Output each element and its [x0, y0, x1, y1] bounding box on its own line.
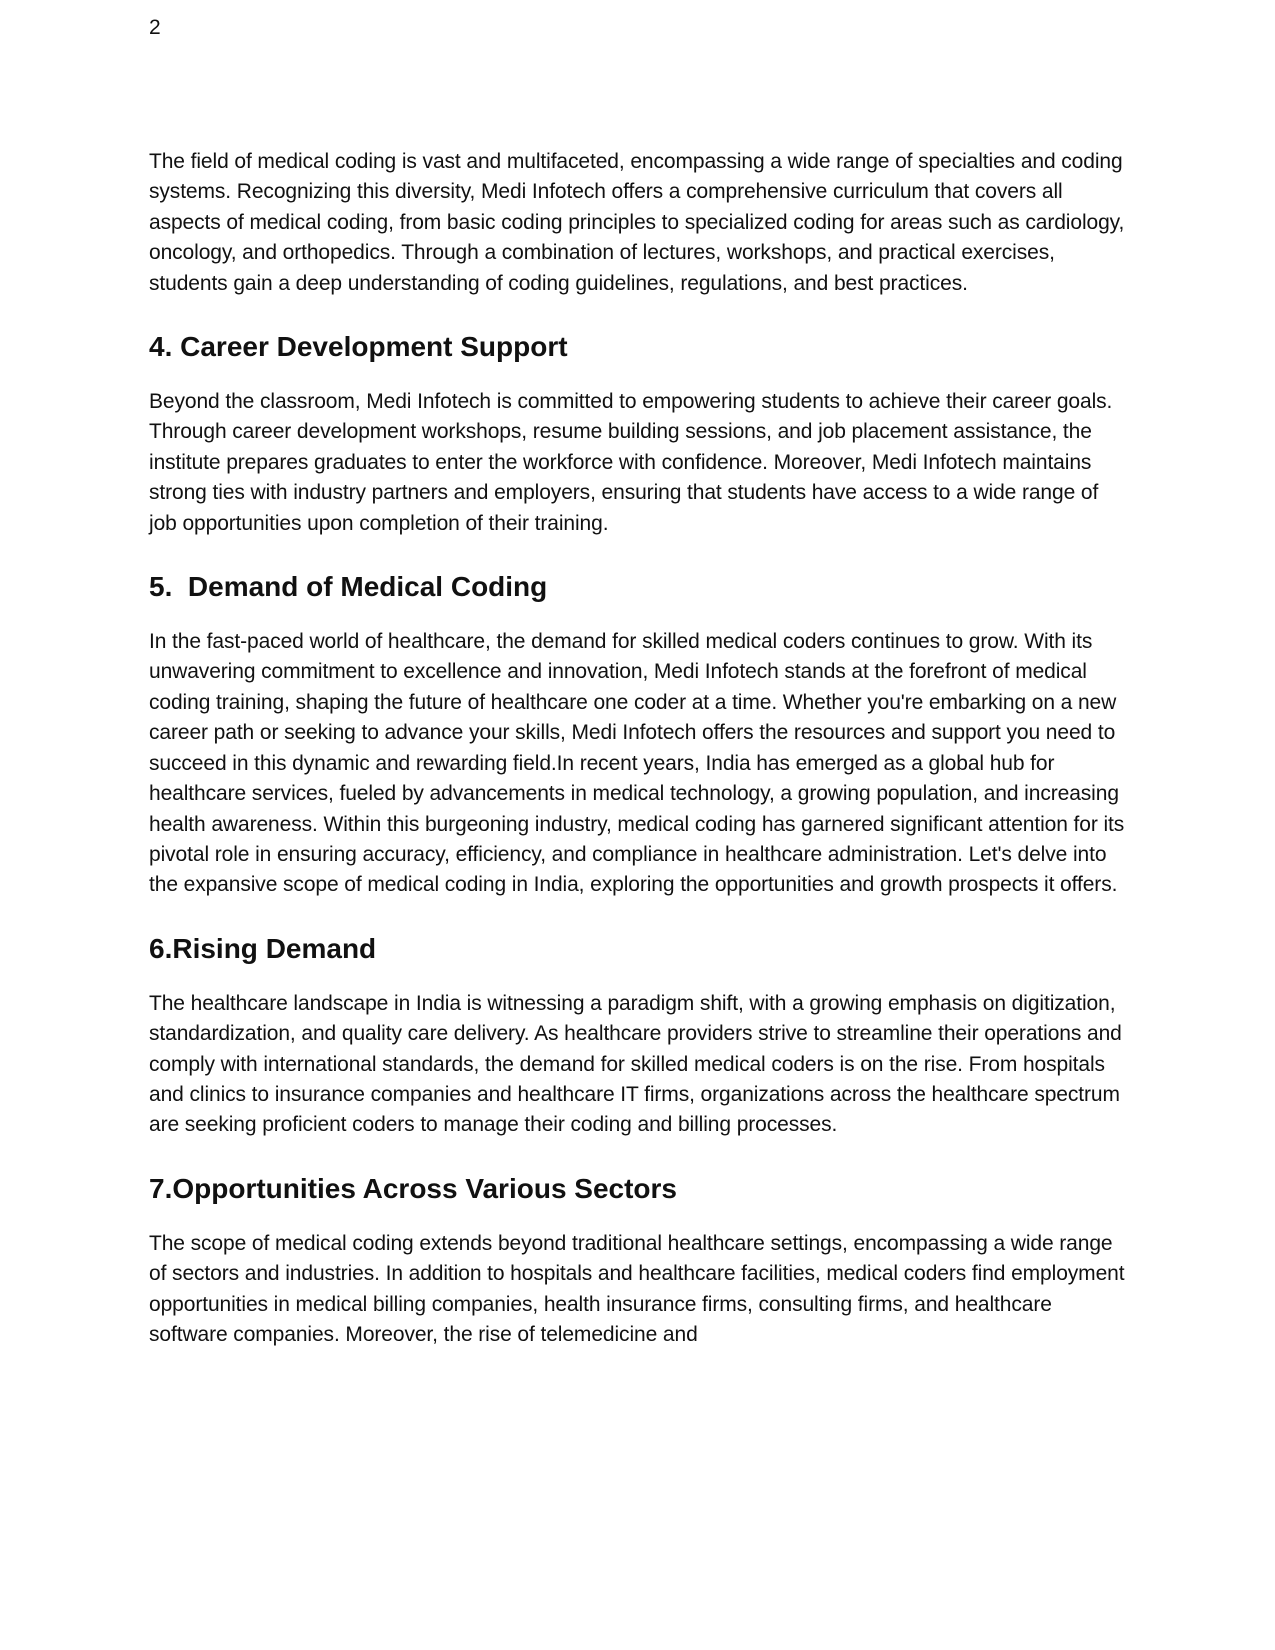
opportunities-paragraph: The scope of medical coding extends beyond traditional healthcare settings, encompassing a wide range of sectors and industries. In addition to hospitals and healthcare facilities, medical coders find employment opportunities in medical billing companies, health insurance firms, consulting firms, and healthcare software companies. Moreover, the rise of telemedicine and	[149, 1231, 1125, 1346]
rising-demand-paragraph: The healthcare landscape in India is witnessing a paradigm shift, with a growing emphasis on digitization, standardization, and quality care delivery. As healthcare providers strive to streamline their operations and comply with international standards, the demand for skilled medical coders is on the rise. From hospitals and clinics to insurance companies and healthcare IT firms, organizations across the healthcare spectrum are seeking proficient coders to manage their coding and billing processes.	[149, 991, 1122, 1137]
page-number: 2	[149, 16, 161, 39]
heading-rising-demand: 6.Rising Demand	[149, 932, 377, 964]
heading-opportunities-across-sectors: 7.Opportunities Across Various Sectors	[149, 1172, 678, 1204]
document-body	[149, 147, 1129, 1350]
intro-paragraph: The field of medical coding is vast and multifaceted, encompassing a wide range of specialties and coding systems. Recognizing this diversity, Medi Infotech offers a comprehensive curriculum that covers all aspects of medical coding, from basic coding principles to specialized coding for areas such as cardiology, oncology, and orthopedics. Through a combination of lectures, workshops, and practical exercises, students gain a deep understanding of coding guidelines, regulations, and best practices.	[149, 150, 1125, 295]
career-development-paragraph: Beyond the classroom, Medi Infotech is committed to empowering students to achieve their career goals. Through career development workshops, resume building sessions, and job placement assistance, the institute prepares graduates to enter the workforce with confidence. Moreover, Medi Infotech maintains strong ties with industry partners and employers, ensuring that students have access to a wide range of job opportunities upon completion of their training.	[149, 390, 1113, 535]
heading-demand-of-medical-coding: 5. Demand of Medical Coding	[149, 571, 548, 603]
demand-paragraph: In the fast-paced world of healthcare, the demand for skilled medical coders continues to grow. With its unwavering commitment to excellence and innovation, Medi Infotech stands at the forefront of medical coding training, shaping the future of healthcare one coder at a time. Whether you're embarking on a new career path or seeking to advance your skills, Medi Infotech offers the resources and support you need to succeed in this dynamic and rewarding field.In recent years, India has emerged as a global hub for healthcare services, fueled by advancements in medical technology, a growing population, and increasing health awareness. Within this burgeoning industry, medical coding has garnered significant attention for its pivotal role in ensuring accuracy, efficiency, and compliance in healthcare administration. Let's delve into the expansive scope of medical coding in India, exploring the opportunities and growth prospects it offers.	[149, 630, 1125, 897]
heading-career-development-support: 4. Career Development Support	[149, 331, 568, 363]
